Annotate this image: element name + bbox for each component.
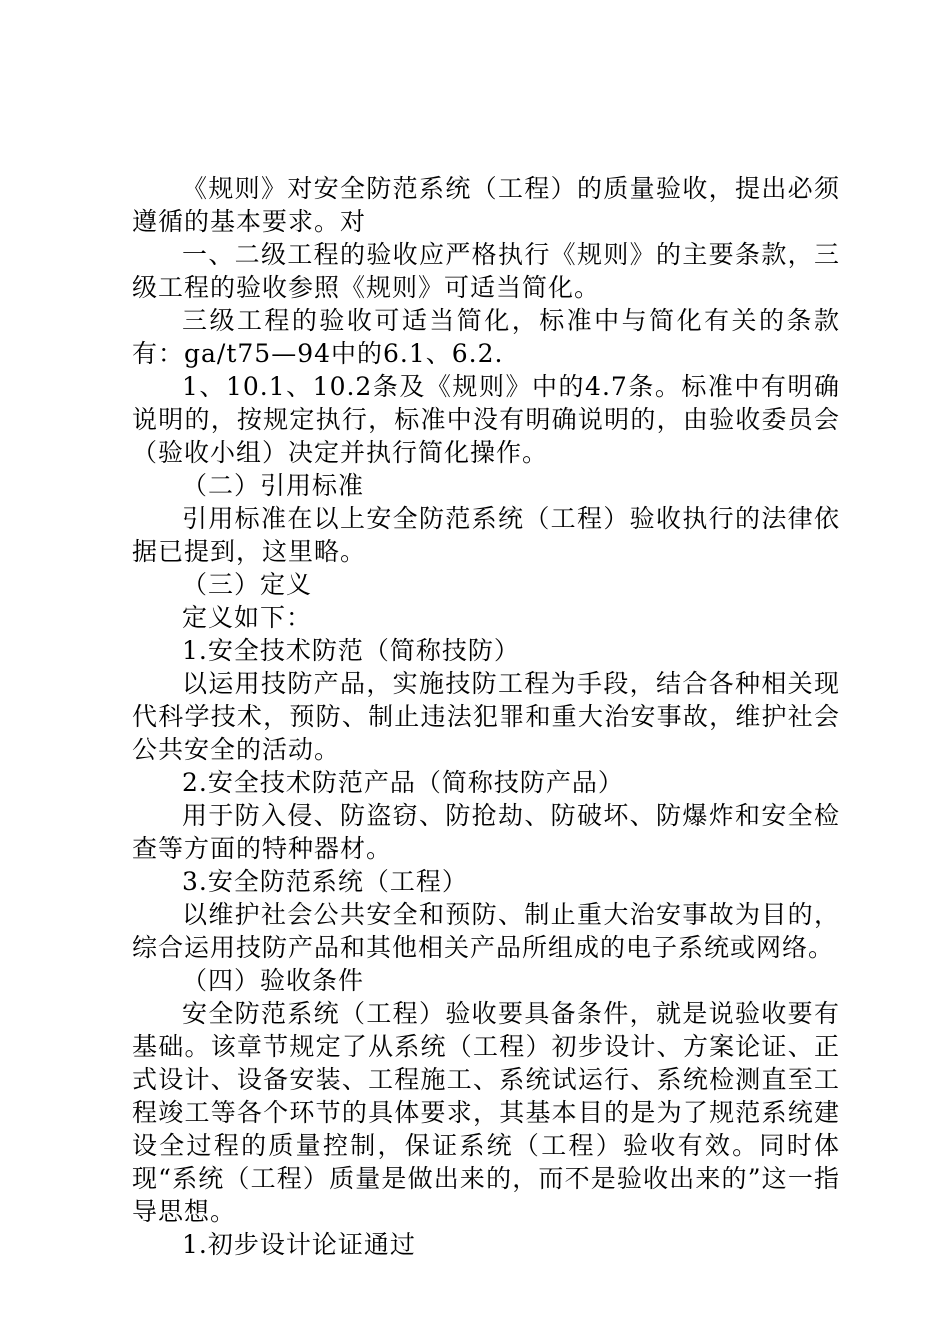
definition-2-text: 用于防入侵、防盗窃、防抢劫、防破坏、防爆炸和安全检查等方面的特种器材。 xyxy=(132,801,840,863)
paragraph-3: 三级工程的验收可适当简化，标准中与简化有关的条款有：ga/t75—94中的6.1、6.2. xyxy=(132,306,840,368)
paragraph-acceptance-conditions: 安全防范系统（工程）验收要具备条件，就是说验收要有基础。该章节规定了从系统（工程）初步设计、方案论证、正式设计、设备安装、工程施工、系统试运行、系统检测直至工程竣工等各个环节的具体要求，其基本目的是为了规范系统建设全过程的质量控制，保证系统（工程）验收有效。同时体现“系统（工程）质量是做出来的，而不是验收出来的”这一指导思想。 xyxy=(132,999,840,1226)
paragraph-2: 一、二级工程的验收应严格执行《规则》的主要条款，三级工程的验收参照《规则》可适当简化。 xyxy=(132,240,840,302)
section-heading-acceptance-conditions: （四）验收条件 xyxy=(182,966,365,995)
condition-1-title: 1.初步设计论证通过 xyxy=(182,1230,416,1259)
section-heading-references: （二）引用标准 xyxy=(182,471,365,500)
document-body xyxy=(132,172,840,1261)
paragraph-1: 《规则》对安全防范系统（工程）的质量验收，提出必须遵循的基本要求。对 xyxy=(132,174,840,236)
definition-3-text: 以维护社会公共安全和预防、制止重大治安事故为目的，综合运用技防产品和其他相关产品所组成的电子系统或网络。 xyxy=(132,900,840,962)
definition-1-title: 1.安全技术防范（简称技防） xyxy=(182,636,520,665)
definition-2-title: 2.安全技术防范产品（简称技防产品） xyxy=(182,768,624,797)
paragraph-references: 引用标准在以上安全防范系统（工程）验收执行的法律依据已提到，这里略。 xyxy=(132,504,840,566)
section-heading-definitions: （三）定义 xyxy=(182,570,313,599)
paragraph-definitions-intro: 定义如下： xyxy=(182,603,313,632)
definition-3-title: 3.安全防范系统（工程） xyxy=(182,867,468,896)
paragraph-4: 1、10.1、10.2条及《规则》中的4.7条。标准中有明确说明的，按规定执行，标准中没有明确说明的，由验收委员会（验收小组）决定并执行简化操作。 xyxy=(132,372,840,467)
definition-1-text: 以运用技防产品，实施技防工程为手段，结合各种相关现代科学技术，预防、制止违法犯罪和重大治安事故，维护社会公共安全的活动。 xyxy=(132,669,840,764)
